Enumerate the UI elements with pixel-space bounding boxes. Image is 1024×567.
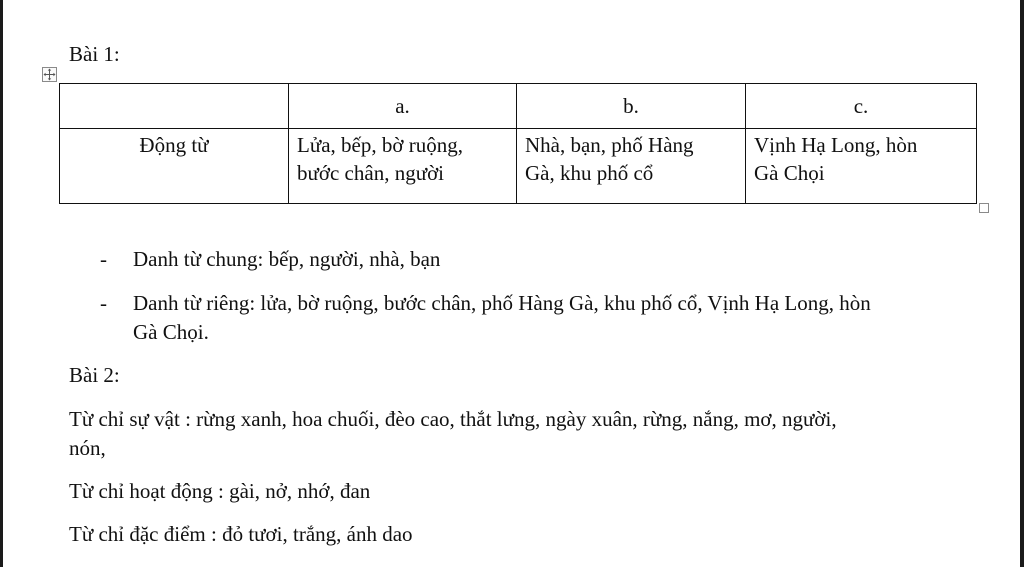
cell-line: Nhà, bạn, phố Hàng bbox=[525, 133, 694, 157]
row-label: Động từ bbox=[139, 133, 209, 157]
table-header-row bbox=[60, 84, 977, 129]
header-cell-c: c. bbox=[746, 84, 977, 129]
cell-line: Vịnh Hạ Long, hòn bbox=[754, 133, 918, 157]
header-cell-empty bbox=[60, 84, 289, 129]
header-cell-a: a. bbox=[289, 84, 517, 129]
word-classification-table bbox=[59, 83, 977, 204]
table-cell-c bbox=[746, 129, 977, 204]
table-cell-a bbox=[289, 129, 517, 204]
exercise-2-heading: Bài 2: bbox=[69, 363, 120, 387]
things-words-line: Từ chỉ sự vật : rừng xanh, hoa chuối, đèo cao, thắt lưng, ngày xuân, rừng, nắng, mơ, người, bbox=[69, 407, 837, 431]
table-resize-handle[interactable] bbox=[979, 203, 989, 213]
cell-line: Gà, khu phố cổ bbox=[525, 161, 654, 185]
table-cell-b bbox=[517, 129, 746, 204]
window-border-right bbox=[1020, 0, 1024, 567]
proper-nouns-line: Danh từ riêng: lửa, bờ ruộng, bước chân, phố Hàng Gà, khu phố cổ, Vịnh Hạ Long, hòn bbox=[133, 291, 871, 315]
table-row bbox=[60, 129, 977, 204]
trait-words-line: Từ chỉ đặc điểm : đỏ tươi, trắng, ánh dao bbox=[69, 522, 413, 546]
cell-line: Lửa, bếp, bờ ruộng, bbox=[297, 133, 463, 157]
proper-nouns-line: Gà Chọi. bbox=[133, 320, 209, 344]
things-words-line: nón, bbox=[69, 436, 106, 460]
bullet-marker: - bbox=[100, 247, 107, 271]
header-cell-b: b. bbox=[517, 84, 746, 129]
cell-line: bước chân, người bbox=[297, 161, 445, 185]
row-label-cell bbox=[60, 129, 289, 204]
table-move-handle-icon[interactable] bbox=[42, 67, 57, 82]
common-nouns-line: Danh từ chung: bếp, người, nhà, bạn bbox=[133, 247, 441, 271]
exercise-1-heading: Bài 1: bbox=[69, 42, 120, 66]
cell-line: Gà Chọi bbox=[754, 161, 825, 185]
action-words-line: Từ chỉ hoạt động : gài, nở, nhớ, đan bbox=[69, 479, 371, 503]
bullet-marker: - bbox=[100, 291, 107, 315]
document-page bbox=[3, 0, 1020, 567]
